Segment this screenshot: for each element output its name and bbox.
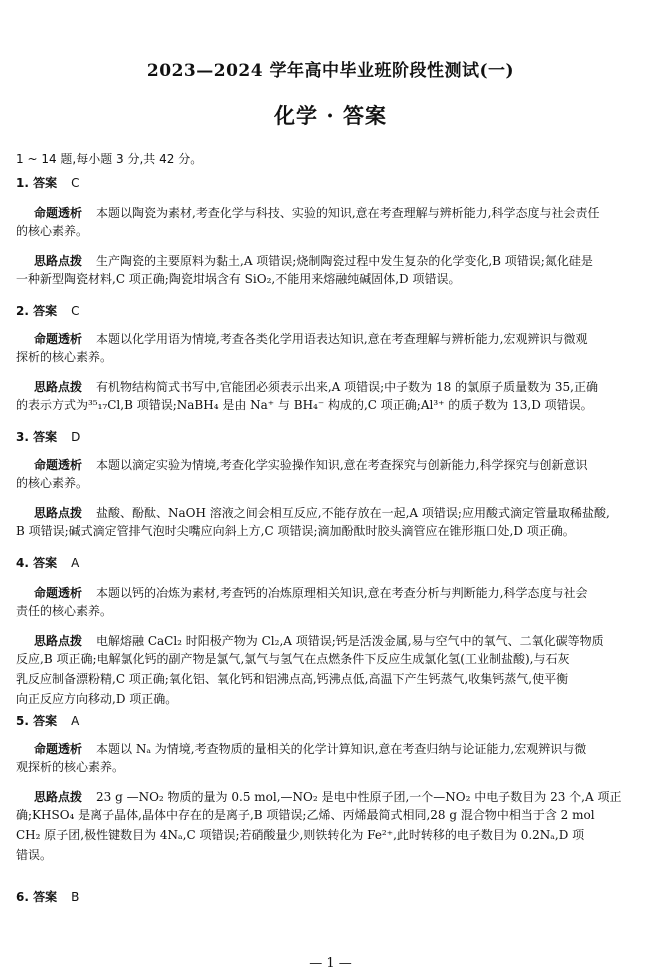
hint-line: 向正反应方向移动,D 项正确。	[16, 692, 178, 706]
hint-line	[34, 378, 598, 396]
hint-line	[34, 504, 610, 522]
question-number: 3.	[16, 430, 34, 444]
hint-text: 生产陶瓷的主要原料为黏土,A 项错误;烧制陶瓷过程中发生复杂的化学变化,B 项错误;氮化硅是	[96, 254, 593, 268]
question-number: 1.	[16, 176, 34, 190]
answer-label: 答案	[33, 176, 58, 190]
hint-label: 思路点拨	[34, 506, 83, 520]
hint-line: 反应,B 项正确;电解氯化钙的副产物是氯气,氯气与氢气在点燃条件下反应生成氯化氢(工业制盐酸),与石灰	[16, 652, 570, 666]
analysis-label: 命题透析	[34, 458, 83, 472]
analysis-line	[34, 456, 587, 474]
answer-choice: D	[71, 430, 81, 444]
analysis-text: 本题以陶瓷为素材,考查化学与科技、实验的知识,意在考查理解与辨析能力,科学态度与社会责任	[96, 206, 600, 220]
answer-label: 答案	[33, 430, 58, 444]
hint-line: 一种新型陶瓷材料,C 项正确;陶瓷坩埚含有 SiO₂,不能用来熔融纯碱固体,D 项错误。	[16, 272, 461, 286]
hint-text: 23 g —NO₂ 物质的量为 0.5 mol,—NO₂ 是电中性原子团,一个—NO₂ 中电子数目为 23 个,A 项正	[96, 790, 622, 804]
question-number: 2.	[16, 304, 34, 318]
hint-line: 错误。	[16, 848, 53, 862]
question-answer-line	[16, 554, 79, 572]
scoring-intro: 1 ~ 14 题,每小题 3 分,共 42 分。	[16, 152, 203, 166]
question-answer-line	[16, 428, 80, 446]
analysis-label: 命题透析	[34, 206, 83, 220]
hint-label: 思路点拨	[34, 790, 83, 804]
answer-choice: C	[71, 304, 80, 318]
hint-line	[34, 788, 621, 806]
analysis-line: 探析的核心素养。	[16, 350, 113, 364]
answer-label: 答案	[33, 556, 58, 570]
answer-choice: B	[71, 890, 80, 904]
exam-title: 2023—2024 学年高中毕业班阶段性测试(一)	[146, 61, 515, 81]
analysis-text: 本题以钙的冶炼为素材,考查钙的冶炼原理相关知识,意在考查分析与判断能力,科学态度与社会	[96, 586, 588, 600]
hint-text: 盐酸、酚酞、NaOH 溶液之间会相互反应,不能存放在一起,A 项错误;应用酸式滴定管量取稀盐酸,	[96, 506, 610, 520]
analysis-text: 本题以 Nₐ 为情境,考查物质的量相关的化学计算知识,意在考查归纳与论证能力,宏观辨识与微	[96, 742, 587, 756]
hint-text: 电解熔融 CaCl₂ 时阳极产物为 Cl₂,A 项错误;钙是活泼金属,易与空气中的氧气、二氧化碳等物质	[96, 634, 604, 648]
answer-choice: C	[71, 176, 80, 190]
analysis-label: 命题透析	[34, 742, 83, 756]
analysis-line: 观探析的核心素养。	[16, 760, 125, 774]
exam-subtitle: 化学 · 答案	[274, 103, 387, 128]
question-answer-line	[16, 302, 80, 320]
analysis-line	[34, 740, 586, 758]
question-answer-line	[16, 174, 80, 192]
hint-label: 思路点拨	[34, 634, 83, 648]
analysis-line	[34, 330, 587, 348]
analysis-line	[34, 204, 599, 222]
hint-label: 思路点拨	[34, 380, 83, 394]
hint-line: B 项错误;碱式滴定管排气泡时尖嘴应向斜上方,C 项错误;滴加酚酞时胶头滴管应在锥形瓶口处,D 项正确。	[16, 524, 575, 538]
answer-choice: A	[71, 714, 80, 728]
question-number: 5.	[16, 714, 34, 728]
analysis-text: 本题以化学用语为情境,考查各类化学用语表达知识,意在考查理解与辨析能力,宏观辨识与微观	[96, 332, 588, 346]
analysis-line	[34, 584, 587, 602]
question-number: 6.	[16, 890, 34, 904]
hint-text: 有机物结构简式书写中,官能团必须表示出来,A 项错误;中子数为 18 的氯原子质量数为 35,正确	[96, 380, 598, 394]
page-number: — 1 —	[309, 956, 352, 971]
hint-line: CH₂ 原子团,极性键数目为 4Nₐ,C 项错误;若硝酸量少,则铁转化为 Fe²⁺,此时转移的电子数目为 0.2Nₐ,D 项	[16, 828, 585, 842]
answer-label: 答案	[33, 890, 58, 904]
hint-line: 确;KHSO₄ 是离子晶体,晶体中存在的是离子,B 项错误;乙烯、丙烯最简式相同,28 g 混合物中相当于含 2 mol	[16, 808, 595, 822]
question-number: 4.	[16, 556, 34, 570]
question-answer-line	[16, 888, 79, 906]
hint-line: 乳反应制备漂粉精,C 项正确;氧化铝、氧化钙和铝沸点高,钙沸点低,高温下产生钙蒸气,收集钙蒸气,使平衡	[16, 672, 569, 686]
answer-label: 答案	[33, 304, 58, 318]
analysis-label: 命题透析	[34, 586, 83, 600]
analysis-line: 责任的核心素养。	[16, 604, 113, 618]
hint-line: 的表示方式为³⁵₁₇Cl,B 项错误;NaBH₄ 是由 Na⁺ 与 BH₄⁻ 构成的,C 项正确;Al³⁺ 的质子数为 13,D 项错误。	[16, 398, 593, 412]
hint-line	[34, 632, 604, 650]
analysis-text: 本题以滴定实验为情境,考查化学实验操作知识,意在考查探究与创新能力,科学探究与创新意识	[96, 458, 588, 472]
question-answer-line	[16, 712, 79, 730]
answer-choice: A	[71, 556, 80, 570]
answer-label: 答案	[33, 714, 58, 728]
analysis-line: 的核心素养。	[16, 224, 89, 238]
hint-line	[34, 252, 593, 270]
analysis-label: 命题透析	[34, 332, 83, 346]
analysis-line: 的核心素养。	[16, 476, 89, 490]
hint-label: 思路点拨	[34, 254, 83, 268]
